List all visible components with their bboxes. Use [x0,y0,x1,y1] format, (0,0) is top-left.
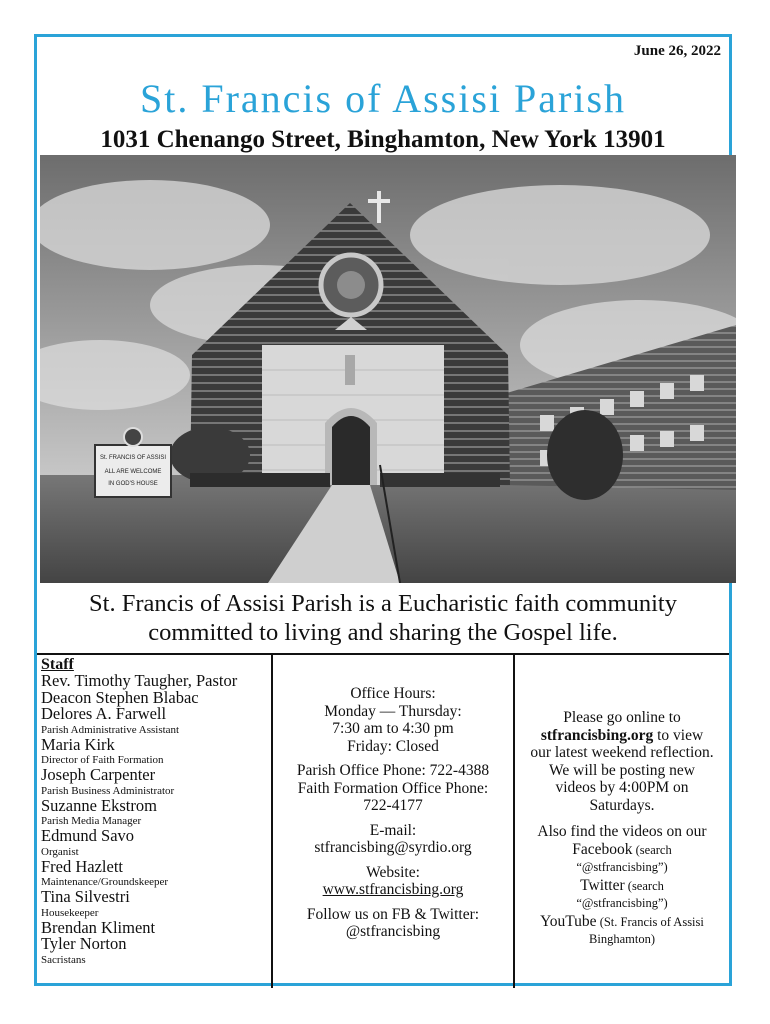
staff-name: Rev. Timothy Taugher, Pastor [41,671,238,690]
cross-icon [377,191,381,223]
follow-label: Follow us on FB & Twitter: [306,905,480,923]
staff-name: Brendan Kliment [41,917,156,937]
ff-phone-label: Faith Formation Office Phone: [297,779,489,797]
office-hours-days: Monday — Thursday: [324,702,462,720]
office-hours-time: 7:30 am to 4:30 pm [332,720,454,737]
staff-name: Joseph Carpenter [41,765,156,784]
info-columns [37,653,729,988]
online-line-4: We will be posting new [549,761,695,779]
youtube-line [515,913,729,932]
email-label: E-mail: [369,821,417,839]
staff-name: Fred Hazlett [41,856,124,876]
parish-address: 1031 Chenango Street, Binghamton, New York 13901 [100,126,666,153]
online-line-2 [515,727,729,745]
staff-role: Housekeeper [41,906,99,919]
office-column [273,655,515,988]
church-photo [40,155,736,583]
sign-line-2: ALL ARE WELCOME [104,469,162,475]
online-column [515,655,729,988]
staff-name: Deacon Stephen Blabac [41,687,199,707]
staff-role: Maintenance/Groundskeeper [41,876,169,888]
youtube-note: (St. Francis of Assisi [596,914,704,929]
office-hours-label: Office Hours: [350,685,436,702]
staff-column [37,655,273,988]
online-line-3: our latest weekend reflection. [530,744,714,761]
site-link[interactable]: stfrancisbing.org [540,726,654,744]
staff-role: Parish Administrative Assistant [41,723,180,736]
follow-handle: @stfrancisbing [345,923,441,940]
youtube-label[interactable]: YouTube [540,912,597,930]
sign-line-3: IN GOD'S HOUSE [108,481,158,487]
online-line-2-rest: to view [653,726,704,744]
church-door [332,416,370,485]
bulletin-cover [34,34,732,986]
also-find: Also find the videos on our [537,823,707,840]
staff-name: Edmund Savo [41,826,135,845]
staff-name: Delores A. Farwell [41,704,167,723]
staff-name: Suzanne Ekstrom [41,795,157,815]
staff-role: Parish Business Administrator [41,784,175,797]
website-link[interactable]: www.stfrancisbing.org [322,881,464,898]
parish-phone: Parish Office Phone: 722-4388 [296,762,490,779]
website-label: Website: [366,863,420,881]
office-friday: Friday: Closed [347,737,439,755]
facebook-label[interactable]: Facebook [572,840,633,858]
staff-name: Tyler Norton [41,934,127,953]
facebook-line [515,841,729,860]
staff-role: Sacristans [41,953,86,966]
staff-role: Director of Faith Formation [41,754,164,766]
bulletin-date: June 26, 2022 [633,43,721,59]
twitter-line [515,877,729,896]
staff-role: Organist [41,845,79,858]
mission-statement [37,589,729,647]
staff-heading: Staff [41,656,74,673]
online-line-1: Please go online to [563,709,681,726]
staff-name: Maria Kirk [41,734,115,754]
sign-line-1: St. FRANCIS OF ASSISI [99,455,167,461]
staff-role: Parish Media Manager [41,815,142,827]
twitter-label[interactable]: Twitter [580,876,625,894]
facebook-note: (search [632,842,672,857]
ff-phone: 722-4177 [363,797,423,814]
parish-title: St. Francis of Assisi Parish [139,76,627,121]
staff-name: Tina Silvestri [41,887,130,906]
facebook-handle: “@stfrancisbing”) [576,860,668,874]
youtube-note-2: Binghamton) [589,932,655,946]
online-line-6: Saturdays. [589,796,655,814]
email-link[interactable]: stfrancisbing@syrdio.org [314,839,472,856]
twitter-handle: “@stfrancisbing”) [576,896,668,910]
twitter-note: (search [624,878,664,893]
mission-line-1: St. Francis of Assisi Parish is a Eucharistic faith community [89,590,677,617]
online-line-5: videos by 4:00PM on [555,779,689,796]
mission-line-2: committed to living and sharing the Gospel life. [148,619,618,646]
